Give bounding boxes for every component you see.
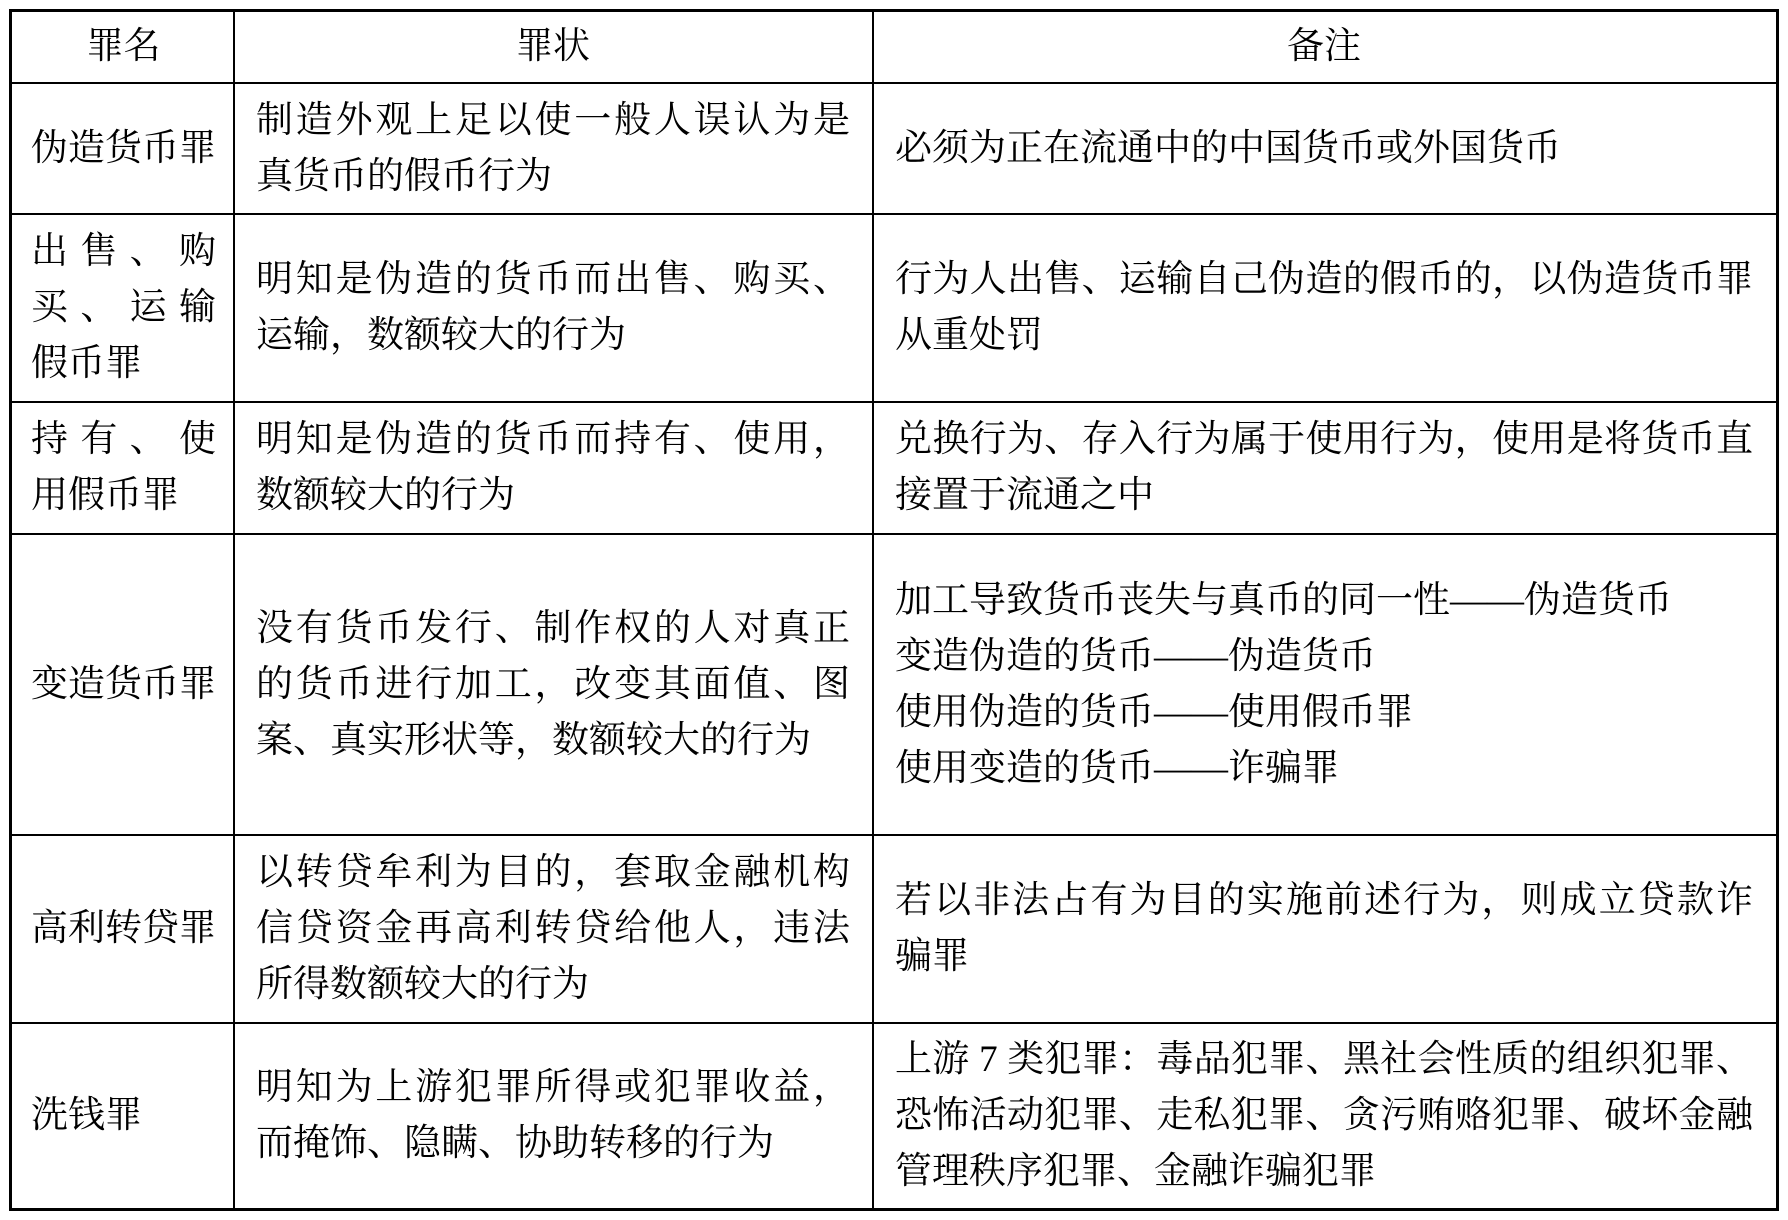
notes-cell <box>874 84 1776 213</box>
header-label-notes: 备注 <box>1287 26 1361 67</box>
text-line: 真货币的假币行为 <box>256 155 552 197</box>
text-line: 明知为上游犯罪所得或犯罪收益， <box>256 1067 850 1108</box>
text-line: 上游 7 类犯罪：毒品犯罪、黑社会性质的组织犯罪、 <box>895 1039 1753 1080</box>
text-line: 变造伪造的货币——伪造货币 <box>895 635 1376 677</box>
text-line: 使用变造的货币——诈骗罪 <box>895 747 1339 789</box>
header-label-conduct: 罪状 <box>516 26 590 67</box>
header-label-name: 罪名 <box>86 26 161 67</box>
table-row <box>12 836 1776 1024</box>
conduct-cell <box>235 215 874 401</box>
crime-name-cell <box>12 84 235 213</box>
crime-name-cell <box>12 535 235 834</box>
text-line: 明知是伪造的货币而持有、使用， <box>256 419 850 460</box>
conduct-cell <box>235 535 874 834</box>
text-line: 案、真实形状等，数额较大的行为 <box>256 719 811 761</box>
conduct-cell <box>235 1024 874 1208</box>
text-line: 制造外观上足以使一般人误认为是 <box>256 99 850 141</box>
text-line: 运输，数额较大的行为 <box>256 315 626 356</box>
text-line: 兑换行为、存入行为属于使用行为，使用是将货币直 <box>895 419 1753 460</box>
notes-cell <box>874 403 1776 533</box>
text-line: 以转贷牟利为目的，套取金融机构 <box>256 852 850 893</box>
table-row <box>12 535 1776 836</box>
currency-crimes-table <box>9 9 1779 1211</box>
table-row <box>12 215 1776 403</box>
header-cell-name <box>12 12 235 82</box>
text-line: 用假币罪 <box>31 475 179 516</box>
text-line: 高利转贷罪 <box>31 908 216 949</box>
text-line: 骗罪 <box>895 936 969 977</box>
table-row <box>12 1024 1776 1208</box>
text-line: 洗钱罪 <box>31 1095 142 1136</box>
notes-cell <box>874 1024 1776 1208</box>
text-line: 行为人出售、运输自己伪造的假币的，以伪造货币罪 <box>895 259 1753 300</box>
text-line: 管理秩序犯罪、金融诈骗犯罪 <box>895 1151 1376 1192</box>
table-row <box>12 84 1776 215</box>
crime-name-cell <box>12 836 235 1022</box>
text-line: 所得数额较大的行为 <box>256 964 589 1005</box>
conduct-cell <box>235 403 874 533</box>
text-line: 从重处罚 <box>895 315 1043 356</box>
text-line: 假币罪 <box>31 343 142 384</box>
crime-name-cell <box>12 403 235 533</box>
notes-cell <box>874 535 1776 834</box>
notes-cell <box>874 215 1776 401</box>
conduct-cell <box>235 836 874 1022</box>
text-line: 明知是伪造的货币而出售、购买、 <box>256 259 850 300</box>
text-line: 而掩饰、隐瞒、协助转移的行为 <box>256 1123 774 1164</box>
crime-name-cell <box>12 215 235 401</box>
table-row <box>12 403 1776 535</box>
header-cell-conduct <box>235 12 874 82</box>
text-line: 买、运输 <box>31 287 216 328</box>
header-row <box>12 12 1776 84</box>
text-line: 数额较大的行为 <box>256 475 515 516</box>
text-line: 加工导致货币丧失与真币的同一性——伪造货币 <box>895 579 1672 621</box>
conduct-cell <box>235 84 874 213</box>
text-line: 使用伪造的货币——使用假币罪 <box>895 691 1413 733</box>
notes-cell <box>874 836 1776 1022</box>
text-line: 信贷资金再高利转贷给他人，违法 <box>256 908 850 949</box>
text-line: 接置于流通之中 <box>895 475 1154 516</box>
text-line: 的货币进行加工，改变其面值、图 <box>256 663 850 705</box>
text-line: 出售、购 <box>31 231 216 272</box>
text-line: 没有货币发行、制作权的人对真正 <box>256 607 850 649</box>
text-line: 持有、使 <box>31 419 216 460</box>
text-line: 必须为正在流通中的中国货币或外国货币 <box>895 127 1561 169</box>
text-line: 恐怖活动犯罪、走私犯罪、贪污贿赂犯罪、破坏金融 <box>895 1095 1753 1136</box>
header-cell-notes <box>874 12 1776 82</box>
text-line: 伪造货币罪 <box>31 127 216 169</box>
text-line: 变造货币罪 <box>31 663 216 705</box>
crime-name-cell <box>12 1024 235 1208</box>
text-line: 若以非法占有为目的实施前述行为，则成立贷款诈 <box>895 880 1753 921</box>
